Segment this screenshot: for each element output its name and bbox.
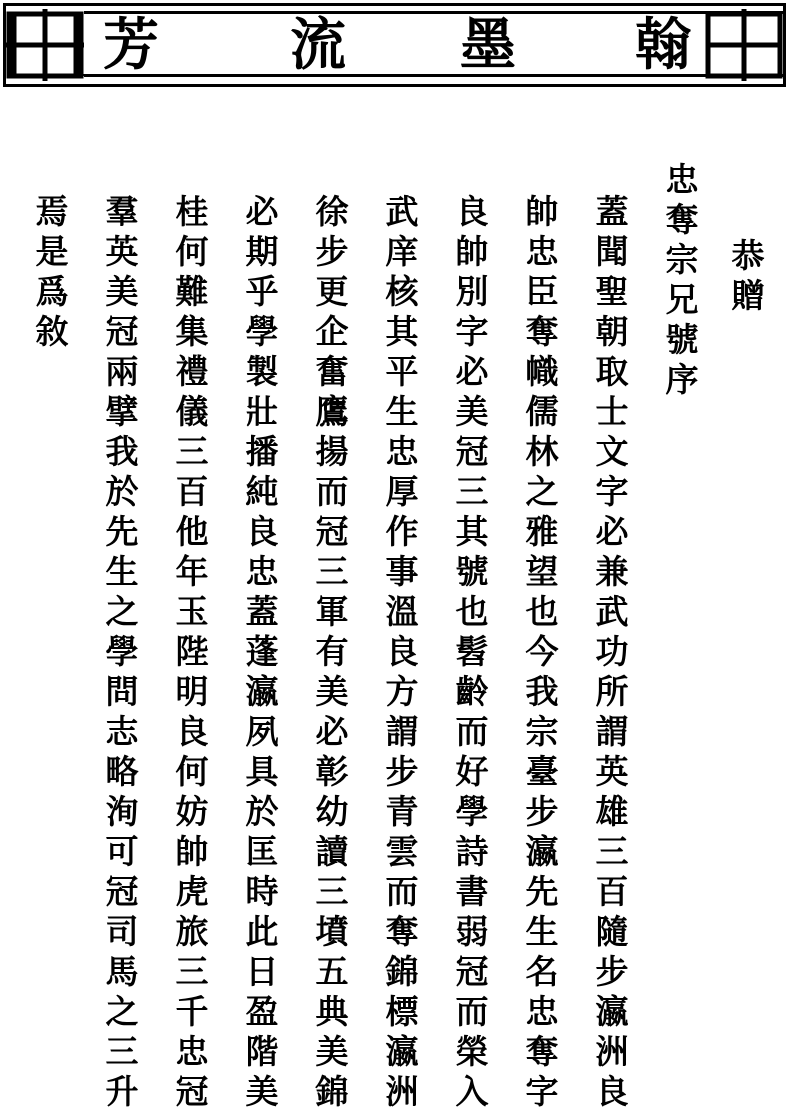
- glyph: 忠: [665, 160, 699, 199]
- glyph: 先: [105, 512, 139, 551]
- glyph: 方: [385, 672, 419, 711]
- glyph: 冠: [175, 1072, 209, 1111]
- glyph: 洲: [385, 1072, 419, 1111]
- glyph: 士: [595, 392, 629, 431]
- glyph: 字: [455, 312, 489, 351]
- glyph: 帥: [175, 832, 209, 871]
- glyph: 功: [595, 632, 629, 671]
- glyph: 典: [315, 992, 349, 1031]
- glyph: 先: [525, 872, 559, 911]
- glyph: 冠: [455, 432, 489, 471]
- glyph: 他: [175, 512, 209, 551]
- glyph: 而: [455, 992, 489, 1031]
- glyph: 旅: [175, 912, 209, 951]
- glyph: 蓋: [245, 592, 279, 631]
- glyph: 英: [105, 232, 139, 271]
- glyph: 庠: [385, 232, 419, 271]
- glyph: 生: [525, 912, 559, 951]
- glyph: 百: [595, 872, 629, 911]
- glyph: 奪: [525, 312, 559, 351]
- column-salutation: [728, 236, 768, 316]
- glyph: 步: [595, 952, 629, 991]
- glyph: 入: [455, 1072, 489, 1111]
- glyph: 宗: [665, 240, 699, 279]
- glyph: 雄: [595, 792, 629, 831]
- glyph: 兄: [665, 280, 699, 319]
- glyph: 武: [385, 192, 419, 231]
- glyph: 焉: [35, 192, 69, 231]
- glyph: 於: [105, 472, 139, 511]
- glyph: 學: [455, 792, 489, 831]
- glyph: 瀛: [595, 992, 629, 1031]
- glyph: 三: [175, 952, 209, 991]
- glyph: 盈: [245, 992, 279, 1031]
- glyph: 馬: [105, 952, 139, 991]
- glyph: 恭: [731, 236, 765, 275]
- fret-ornament-right: [705, 6, 783, 84]
- glyph: 武: [595, 592, 629, 631]
- glyph: 徐: [315, 192, 349, 231]
- glyph: 年: [175, 552, 209, 591]
- glyph: 三: [315, 552, 349, 591]
- glyph: 冠: [315, 512, 349, 551]
- text-column-9: [32, 192, 72, 352]
- glyph: 虎: [175, 872, 209, 911]
- glyph: 之: [525, 472, 559, 511]
- glyph: 冠: [455, 952, 489, 991]
- glyph: 冠: [105, 312, 139, 351]
- glyph: 所: [595, 672, 629, 711]
- glyph: 具: [245, 752, 279, 791]
- glyph: 美: [315, 672, 349, 711]
- glyph: 玉: [175, 592, 209, 631]
- glyph: 奪: [385, 912, 419, 951]
- glyph: 企: [315, 312, 349, 351]
- glyph: 平: [385, 352, 419, 391]
- glyph: 好: [455, 752, 489, 791]
- glyph: 我: [525, 672, 559, 711]
- glyph: 字: [525, 1072, 559, 1111]
- glyph: 三: [595, 832, 629, 871]
- glyph: 製: [245, 352, 279, 391]
- glyph: 桂: [175, 192, 209, 231]
- glyph: 冠: [105, 872, 139, 911]
- glyph: 必: [595, 512, 629, 551]
- glyph: 蓬: [245, 632, 279, 671]
- glyph: 良: [455, 192, 489, 231]
- glyph: 墳: [315, 912, 349, 951]
- glyph: 忠: [245, 552, 279, 591]
- glyph: 略: [105, 752, 139, 791]
- glyph: 書: [455, 872, 489, 911]
- glyph: 臣: [525, 272, 559, 311]
- glyph: 字: [595, 472, 629, 511]
- glyph: 匡: [245, 832, 279, 871]
- glyph: 可: [105, 832, 139, 871]
- glyph: 髫: [455, 632, 489, 671]
- glyph: 之: [105, 592, 139, 631]
- glyph: 時: [245, 872, 279, 911]
- glyph: 生: [385, 392, 419, 431]
- glyph: 集: [175, 312, 209, 351]
- glyph: 朝: [595, 312, 629, 351]
- glyph: 文: [595, 432, 629, 471]
- glyph: 瀛: [385, 1032, 419, 1071]
- glyph: 百: [175, 472, 209, 511]
- glyph: 取: [595, 352, 629, 391]
- banner-title-char-3: 墨: [460, 12, 516, 78]
- glyph: 奪: [525, 1032, 559, 1071]
- glyph: 步: [525, 792, 559, 831]
- glyph: 林: [525, 432, 559, 471]
- glyph: 臺: [525, 752, 559, 791]
- glyph: 美: [245, 1072, 279, 1111]
- text-column-7: [172, 192, 212, 1112]
- glyph: 更: [315, 272, 349, 311]
- glyph: 兩: [105, 352, 139, 391]
- glyph: 生: [105, 552, 139, 591]
- glyph: 何: [175, 752, 209, 791]
- glyph: 謂: [595, 712, 629, 751]
- glyph: 良: [175, 712, 209, 751]
- glyph: 也: [455, 592, 489, 631]
- glyph: 聖: [595, 272, 629, 311]
- glyph: 而: [385, 872, 419, 911]
- glyph: 儒: [525, 392, 559, 431]
- glyph: 之: [105, 992, 139, 1031]
- glyph: 洲: [595, 1032, 629, 1071]
- glyph: 羣: [105, 192, 139, 231]
- glyph: 三: [455, 472, 489, 511]
- glyph: 序: [665, 360, 699, 399]
- glyph: 美: [455, 392, 489, 431]
- glyph: 期: [245, 232, 279, 271]
- glyph: 洵: [105, 792, 139, 831]
- glyph: 讀: [315, 832, 349, 871]
- banner-title-char-2: 流: [290, 12, 346, 78]
- glyph: 核: [385, 272, 419, 311]
- glyph: 純: [245, 472, 279, 511]
- glyph: 錦: [315, 1072, 349, 1111]
- glyph: 升: [105, 1072, 139, 1111]
- glyph: 標: [385, 992, 419, 1031]
- glyph: 厚: [385, 472, 419, 511]
- glyph: 必: [455, 352, 489, 391]
- glyph: 謂: [385, 712, 419, 751]
- glyph: 五: [315, 952, 349, 991]
- glyph: 聞: [595, 232, 629, 271]
- glyph: 雅: [525, 512, 559, 551]
- glyph: 儀: [175, 392, 209, 431]
- glyph: 幟: [525, 352, 559, 391]
- glyph: 乎: [245, 272, 279, 311]
- glyph: 妨: [175, 792, 209, 831]
- banner-title-char-1: 芳: [103, 12, 159, 78]
- text-column-4: [382, 192, 422, 1112]
- glyph: 是: [35, 232, 69, 271]
- glyph: 學: [245, 312, 279, 351]
- glyph: 忠: [525, 232, 559, 271]
- glyph: 何: [175, 232, 209, 271]
- glyph: 良: [245, 512, 279, 551]
- glyph: 齡: [455, 672, 489, 711]
- glyph: 明: [175, 672, 209, 711]
- glyph: 步: [385, 752, 419, 791]
- glyph: 彰: [315, 752, 349, 791]
- glyph: 帥: [525, 192, 559, 231]
- glyph: 必: [245, 192, 279, 231]
- glyph: 幼: [315, 792, 349, 831]
- glyph: 良: [595, 1072, 629, 1111]
- glyph: 忠: [525, 992, 559, 1031]
- glyph: 青: [385, 792, 419, 831]
- text-column-1: [592, 192, 632, 1112]
- glyph: 步: [315, 232, 349, 271]
- glyph: 名: [525, 952, 559, 991]
- glyph: 榮: [455, 1032, 489, 1071]
- glyph: 兼: [595, 552, 629, 591]
- text-column-6: [242, 192, 282, 1112]
- glyph: 瀛: [525, 832, 559, 871]
- glyph: 禮: [175, 352, 209, 391]
- glyph: 瀛: [245, 672, 279, 711]
- glyph: 問: [105, 672, 139, 711]
- glyph: 於: [245, 792, 279, 831]
- glyph: 我: [105, 432, 139, 471]
- glyph: 日: [245, 952, 279, 991]
- text-column-5: [312, 192, 352, 1112]
- glyph: 忠: [175, 1032, 209, 1071]
- glyph: 今: [525, 632, 559, 671]
- glyph: 宗: [525, 712, 559, 751]
- glyph: 有: [315, 632, 349, 671]
- title-banner: [0, 0, 795, 92]
- glyph: 忠: [385, 432, 419, 471]
- glyph: 贈: [731, 276, 765, 315]
- glyph: 而: [455, 712, 489, 751]
- glyph: 壯: [245, 392, 279, 431]
- glyph: 而: [315, 472, 349, 511]
- glyph: 良: [385, 632, 419, 671]
- glyph: 奪: [665, 200, 699, 239]
- glyph: 溫: [385, 592, 419, 631]
- banner-title-char-4: 翰: [635, 12, 691, 78]
- glyph: 階: [245, 1032, 279, 1071]
- glyph: 鷹: [315, 392, 349, 431]
- glyph: 敘: [35, 312, 69, 351]
- glyph: 號: [665, 320, 699, 359]
- text-column-8: [102, 192, 142, 1112]
- glyph: 志: [105, 712, 139, 751]
- glyph: 擘: [105, 392, 139, 431]
- glyph: 帥: [455, 232, 489, 271]
- glyph: 其: [455, 512, 489, 551]
- glyph: 三: [315, 872, 349, 911]
- text-column-3: [452, 192, 492, 1112]
- glyph: 美: [105, 272, 139, 311]
- glyph: 必: [315, 712, 349, 751]
- fret-ornament-left: [6, 6, 84, 84]
- glyph: 難: [175, 272, 209, 311]
- glyph: 事: [385, 552, 419, 591]
- glyph: 別: [455, 272, 489, 311]
- glyph: 此: [245, 912, 279, 951]
- glyph: 三: [105, 1032, 139, 1071]
- glyph: 也: [525, 592, 559, 631]
- glyph: 雲: [385, 832, 419, 871]
- glyph: 隨: [595, 912, 629, 951]
- glyph: 詩: [455, 832, 489, 871]
- glyph: 其: [385, 312, 419, 351]
- column-heading: [662, 160, 702, 400]
- glyph: 揚: [315, 432, 349, 471]
- glyph: 英: [595, 752, 629, 791]
- glyph: 播: [245, 432, 279, 471]
- glyph: 奮: [315, 352, 349, 391]
- glyph: 號: [455, 552, 489, 591]
- glyph: 蓋: [595, 192, 629, 231]
- glyph: 爲: [35, 272, 69, 311]
- glyph: 作: [385, 512, 419, 551]
- glyph: 望: [525, 552, 559, 591]
- glyph: 三: [175, 432, 209, 471]
- glyph: 美: [315, 1032, 349, 1071]
- glyph: 千: [175, 992, 209, 1031]
- glyph: 夙: [245, 712, 279, 751]
- glyph: 弱: [455, 912, 489, 951]
- text-column-2: [522, 192, 562, 1112]
- glyph: 司: [105, 912, 139, 951]
- glyph: 陛: [175, 632, 209, 671]
- glyph: 軍: [315, 592, 349, 631]
- glyph: 錦: [385, 952, 419, 991]
- glyph: 學: [105, 632, 139, 671]
